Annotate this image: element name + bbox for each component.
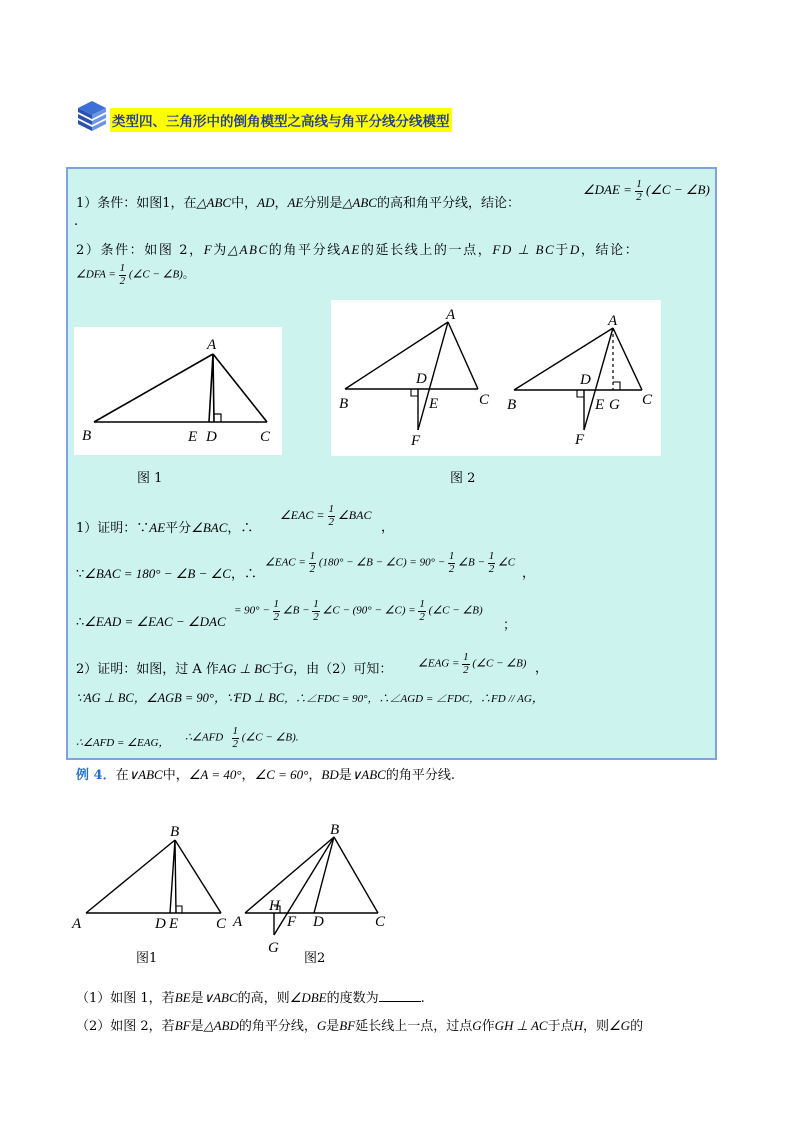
ex1-label-A: A <box>72 916 82 932</box>
fig2-left-label-A: A <box>446 307 456 323</box>
ex1-label-E: E <box>169 916 179 932</box>
proof-1-line-2-tail: ， <box>522 566 536 581</box>
fig2-left-label-C: C <box>479 392 490 408</box>
condition-1-line: 1）条件：如图1，在△ABC中，AD，AE分别是△ABC的高和角平分线，结论： <box>76 195 520 211</box>
box-figure-1-caption: 图 1 <box>137 471 163 486</box>
condition-2-line: 2）条件：如图 2，F为△ABC的角平分线AE的延长线上的一点，FD ⊥ BC于D，结论： <box>76 242 640 258</box>
example-figure-2 <box>230 820 400 955</box>
example-figure-1-caption: 图1 <box>136 951 158 966</box>
proof-1-line-2-formula: ∠EAC = $\frac{1}{2}$ (180° − ∠B − ∠C) = 90° − $\frac{1}{2}$ ∠B − $\frac{1}{2}$ ∠C <box>265 550 516 575</box>
box-figure-2-drawing <box>331 300 661 456</box>
ex1-label-B: B <box>170 824 180 840</box>
proof-1-line-2: ∵∠BAC = 180° − ∠B − ∠C，∴ <box>76 566 257 582</box>
fig2-left-label-F: F <box>411 433 421 449</box>
ex2-label-B: B <box>330 822 340 838</box>
fig2-right-label-D: D <box>580 372 591 388</box>
proof-2-line-1: 2）证明：如图，过 A 作AG ⊥ BC于G，由（2）可知： <box>76 661 393 677</box>
ex1-label-C: C <box>216 916 227 932</box>
label-B: B <box>82 428 92 444</box>
fig2-right-label-F: F <box>575 432 585 448</box>
fig2-right-label-C: C <box>642 392 653 408</box>
proof-1-line-3: ∴∠EAD = ∠EAC − ∠DAC <box>76 614 226 630</box>
label-D: D <box>206 429 217 445</box>
proof-1-line-3-tail: ； <box>503 618 517 633</box>
label-A: A <box>207 337 217 353</box>
fig2-left-label-D: D <box>416 371 427 387</box>
ex2-label-C: C <box>375 914 386 930</box>
box-figure-2-caption: 图 2 <box>450 471 476 486</box>
question-1: （1）如图 1，若BE是∨ABC的高，则∠DBE的度数为 . <box>76 990 425 1006</box>
example-4-statement: 例 4．在∨ABC中，∠A = 40°，∠C = 60°，BD是∨ABC的角平分线. <box>76 767 455 783</box>
fig2-right-label-E: E <box>595 397 605 413</box>
fig2-right-label-B: B <box>507 397 517 413</box>
section-heading: 类型四、三角形中的倒角模型之高线与角平分线分线模型 <box>110 108 452 132</box>
proof-1-line-1-tail: ， <box>381 520 395 535</box>
ex1-label-D: D <box>155 916 166 932</box>
box-figure-1-drawing <box>74 327 282 455</box>
proof-2-line-1-tail: ， <box>535 661 549 676</box>
fig2-right-label-G: G <box>609 397 620 413</box>
fig2-right-label-A: A <box>608 313 618 329</box>
example-figure-2-caption: 图2 <box>304 951 326 966</box>
proof-2-line-3: ∴∠AFD = ∠EAG， <box>76 737 170 749</box>
ex2-label-A: A <box>233 914 243 930</box>
box-figure-2 <box>331 300 661 456</box>
ex2-label-G: G <box>268 940 279 955</box>
condition-1-formula: ∠DAE = $\frac{1}{2}$ (∠C − ∠B) <box>583 178 710 203</box>
condition-1-dot: . <box>74 214 79 229</box>
book-stack-icon <box>76 99 108 133</box>
label-E: E <box>188 429 198 445</box>
ex2-label-H: H <box>269 898 280 914</box>
answer-blank[interactable] <box>379 990 421 1002</box>
proof-1-line-1-formula: ∠EAC = $\frac{1}{2}$ ∠BAC <box>280 503 372 528</box>
proof-2-line-2: ∵AG ⊥ BC，∠AGB = 90°，∵FD ⊥ BC，∴∠FDC = 90°，∴∠AGD = ∠FDC，∴FD // AG， <box>76 691 545 705</box>
proof-1-line-3-formula: = 90° − $\frac{1}{2}$ ∠B − $\frac{1}{2}$ ∠C − (90° − ∠C) = $\frac{1}{2}$ (∠C − ∠B) <box>234 598 483 623</box>
ex2-label-D: D <box>313 914 324 930</box>
example-figure-1 <box>66 820 236 940</box>
question-2: （2）如图 2，若BF是△ABD的角平分线，G是BF延长线上一点，过点G作GH ⊥ AC于点H，则∠G的 <box>76 1018 644 1034</box>
condition-2-formula: ∠DFA = $\frac{1}{2}$ (∠C − ∠B)。 <box>76 262 194 287</box>
label-C: C <box>260 429 271 445</box>
fig2-left-label-E: E <box>429 396 439 412</box>
ex2-label-F: F <box>287 914 297 930</box>
example-label: 例 4 <box>76 768 103 783</box>
proof-2-line-3-formula: ∴∠AFD $\frac{1}{2}$ (∠C − ∠B). <box>185 725 299 750</box>
fig2-left-label-B: B <box>339 396 349 412</box>
proof-2-line-1-formula: ∠EAG = $\frac{1}{2}$ (∠C − ∠B) <box>418 651 527 676</box>
box-figure-1 <box>74 327 282 455</box>
proof-1-line-1: 1）证明：∵AE平分∠BAC，∴ <box>76 520 254 536</box>
